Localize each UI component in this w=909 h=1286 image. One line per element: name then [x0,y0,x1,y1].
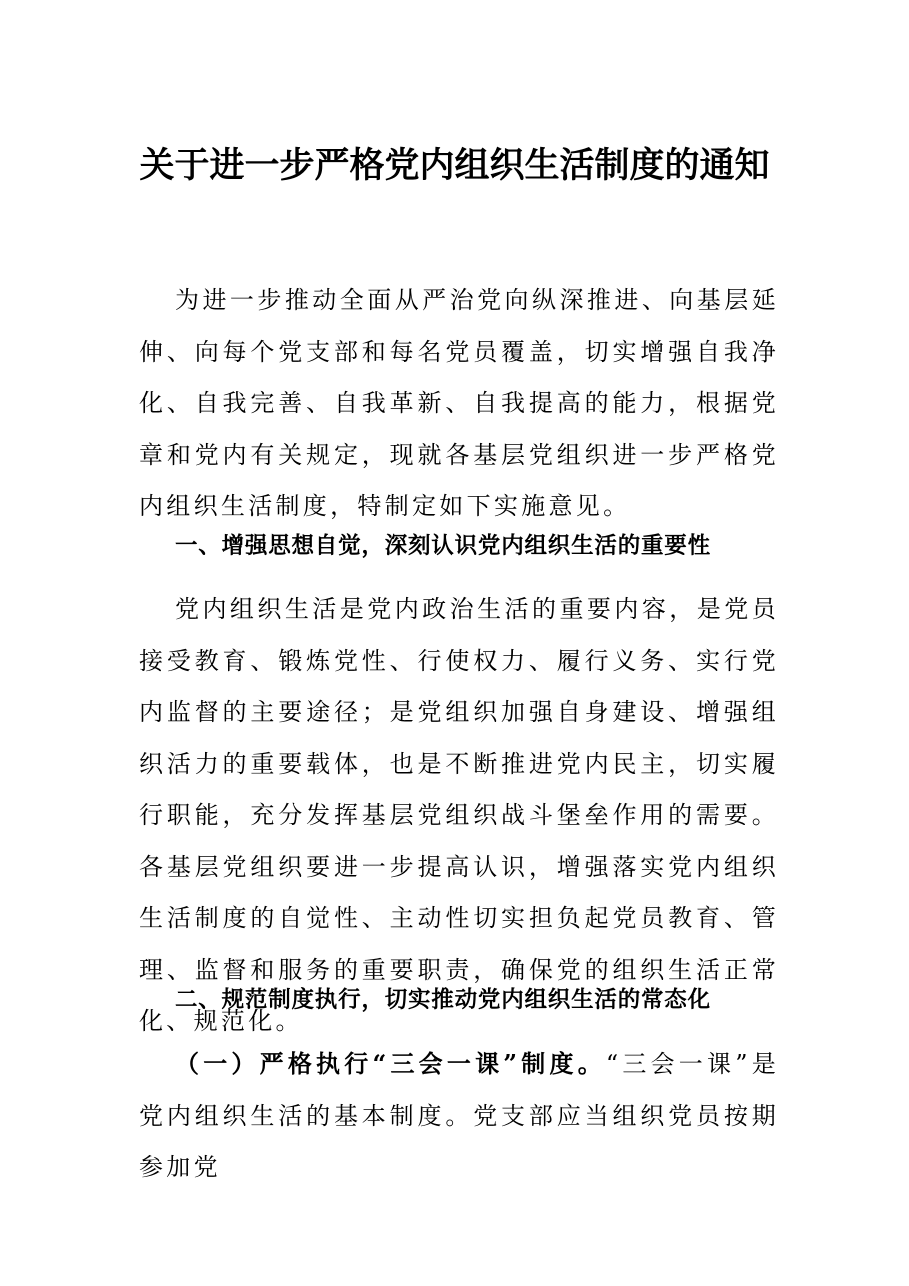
item-1-body: “三会一课”是党内组织生活的基本制度。党支部应当组织党员按期参加党 [139,1050,779,1181]
item-1-lead: （一）严格执行“三会一课”制度。 [175,1049,606,1078]
document-title: 关于进一步严格党内组织生活制度的通知 [139,145,770,186]
section-heading-2: 二、规范制度执行，切实推动党内组织生活的常态化 [175,987,711,1013]
section-1-paragraph: 党内组织生活是党内政治生活的重要内容，是党员接受教育、锻炼党性、行使权力、履行义务、实行党内监督的主要途径；是党组织加强自身建设、增强组织活力的重要载体，也是不断推进党内民主，切实履行职能，充分发挥基层党组织战斗堡垒作用的需要。各基层党组织要进一步提高认识，增强落实党内组织生活制度的自觉性、主动性切实担负起党员教育、管理、监督和服务的重要职责，确保党的组织生活正常化、规范化。 [139,595,779,1035]
intro-paragraph: 为进一步推动全面从严治党向纵深推进、向基层延伸、向每个党支部和每名党员覆盖，切实增强自我净化、自我完善、自我革新、自我提高的能力，根据党章和党内有关规定，现就各基层党组织进一步严格党内组织生活制度，特制定如下实施意见。 [139,286,779,520]
section-2-item-1-paragraph [139,1038,779,1194]
section-heading-1: 一、增强思想自觉，深刻认识党内组织生活的重要性 [175,533,711,559]
